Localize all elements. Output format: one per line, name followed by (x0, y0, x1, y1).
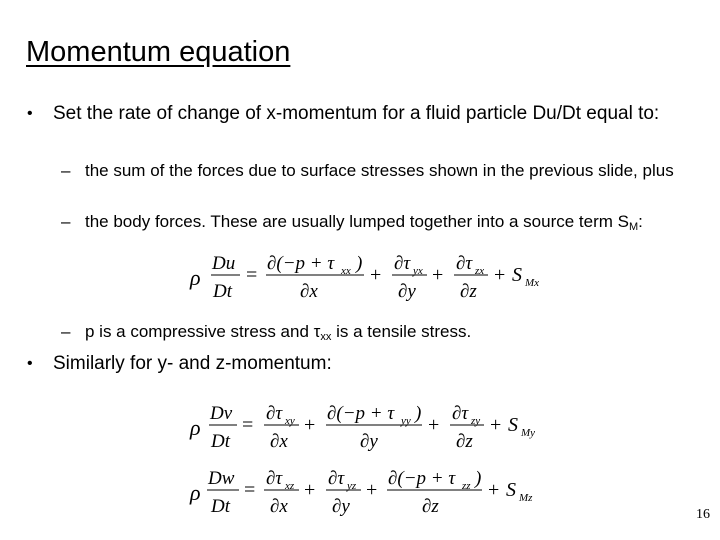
svg-text:∂(−p + τ: ∂(−p + τ (388, 468, 456, 489)
svg-text:∂(−p + τ: ∂(−p + τ (267, 253, 335, 274)
svg-text:Dw: Dw (208, 468, 235, 489)
svg-text:S: S (506, 479, 516, 501)
sub-bullet-item (61, 160, 695, 182)
svg-text:ρ: ρ (190, 415, 201, 440)
svg-text:ρ: ρ (190, 480, 201, 505)
page-title: Momentum equation (26, 36, 291, 68)
svg-text:+: + (494, 264, 506, 286)
svg-text:∂τ: ∂τ (456, 253, 473, 274)
svg-text:+: + (428, 414, 440, 436)
svg-text:∂τ: ∂τ (452, 403, 469, 424)
svg-text:+: + (370, 264, 382, 286)
svg-text:yy: yy (401, 415, 411, 427)
svg-text:∂y: ∂y (398, 281, 416, 302)
svg-text:xy: xy (285, 415, 295, 427)
svg-text:xx: xx (341, 265, 351, 277)
svg-text:+: + (488, 479, 500, 501)
svg-text:ρ: ρ (190, 265, 201, 290)
bullet-item (27, 101, 703, 126)
svg-text:∂τ: ∂τ (266, 403, 283, 424)
svg-text:Dt: Dt (213, 281, 232, 302)
sub-bullet-item (61, 321, 695, 348)
z-momentum-equation (188, 460, 538, 522)
svg-text:∂y: ∂y (360, 431, 378, 452)
svg-text:∂x: ∂x (270, 431, 288, 452)
svg-text:): ) (356, 253, 363, 274)
svg-text:=: = (242, 414, 254, 436)
bullet-item (27, 351, 693, 376)
svg-text:): ) (475, 468, 482, 489)
svg-text:xz: xz (285, 480, 295, 492)
svg-text:): ) (415, 403, 422, 424)
svg-text:∂z: ∂z (422, 496, 439, 517)
sub-bullet-text: the body forces. These are usually lumped together into a source term S (85, 212, 629, 231)
svg-text:Dt: Dt (211, 496, 230, 517)
svg-text:∂x: ∂x (300, 281, 318, 302)
sub-bullet-item (61, 211, 695, 238)
svg-text:yx: yx (413, 265, 423, 277)
bullet-marker: • (27, 105, 33, 122)
svg-text:=: = (244, 479, 256, 501)
svg-text:∂τ: ∂τ (394, 253, 411, 274)
sub-bullet-marker: – (61, 161, 71, 180)
subscript: xx (320, 331, 332, 343)
sub-bullet-marker: – (61, 322, 71, 341)
svg-text:+: + (432, 264, 444, 286)
bullet-text: Similarly for y- and z-momentum: (53, 353, 332, 374)
subscript: M (628, 221, 639, 233)
svg-text:∂z: ∂z (460, 281, 477, 302)
bullet-text: Set the rate of change of x-momentum for a fluid particle Du/Dt equal to: (53, 103, 660, 124)
svg-text:Mz: Mz (519, 492, 533, 504)
svg-text:∂(−p + τ: ∂(−p + τ (327, 403, 395, 424)
svg-text:=: = (246, 264, 258, 286)
tau-symbol: τ (313, 322, 321, 341)
y-momentum-equation (188, 395, 538, 457)
svg-text:∂x: ∂x (270, 496, 288, 517)
svg-text:Du: Du (212, 253, 236, 274)
svg-text:∂τ: ∂τ (266, 468, 283, 489)
svg-text:+: + (304, 414, 316, 436)
svg-text:∂τ: ∂τ (328, 468, 345, 489)
svg-text:zy: zy (471, 415, 481, 427)
sub-bullet-text: p is a compressive stress and (85, 322, 314, 341)
svg-text:zx: zx (475, 265, 485, 277)
svg-text:yz: yz (347, 480, 357, 492)
page-number: 16 (696, 507, 710, 522)
svg-text:∂y: ∂y (332, 496, 350, 517)
svg-text:zz: zz (462, 480, 471, 492)
svg-text:+: + (304, 479, 316, 501)
svg-text:Mx: Mx (525, 277, 540, 289)
x-momentum-equation (188, 245, 548, 309)
sub-bullet-suffix: : (638, 212, 643, 231)
svg-text:+: + (366, 479, 378, 501)
sub-bullet-text: the sum of the forces due to surface stresses shown in the previous slide, plus (85, 161, 674, 180)
svg-text:S: S (508, 414, 518, 436)
svg-text:∂z: ∂z (456, 431, 473, 452)
bullet-marker: • (27, 355, 33, 372)
svg-text:Dt: Dt (211, 431, 230, 452)
sub-bullet-text: is a tensile stress. (331, 322, 472, 341)
svg-text:Dv: Dv (210, 403, 233, 424)
sub-bullet-marker: – (61, 212, 71, 231)
svg-text:My: My (521, 427, 536, 439)
svg-text:+: + (490, 414, 502, 436)
svg-text:S: S (512, 264, 522, 286)
